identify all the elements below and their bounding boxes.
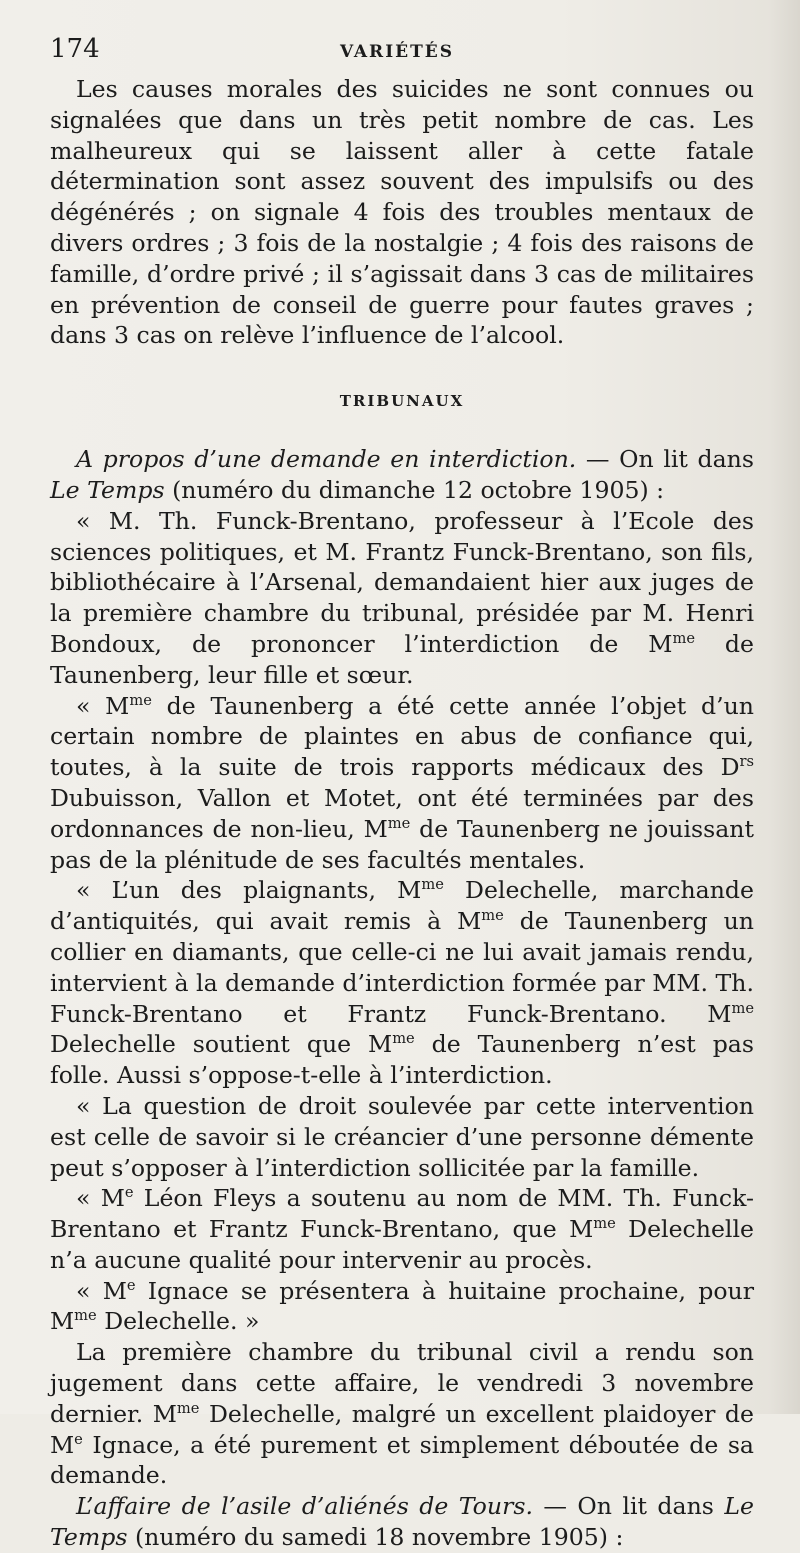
superscript: me bbox=[481, 907, 504, 925]
journal-name: Le Temps bbox=[50, 1492, 754, 1552]
paragraph-quote-4: « La question de droit soulevée par cette intervention est celle de savoir si le créancier d’une personne démente peut s’opposer à l’interdiction sollicitée par la famille. bbox=[50, 1091, 754, 1182]
paragraph-quote-6 bbox=[50, 1276, 754, 1338]
superscript: me bbox=[129, 691, 152, 709]
text-span: « M bbox=[76, 1276, 127, 1305]
superscript: me bbox=[387, 814, 411, 832]
text-span: de Taunenberg, leur fille et sœur. bbox=[50, 629, 754, 689]
paragraph-quote-5 bbox=[50, 1183, 754, 1275]
superscript: e bbox=[124, 1184, 134, 1202]
text-span: Léon Fleys a soutenu au nom de MM. Th. Funck-Brentano et Frantz Funck-Brentano, que M bbox=[50, 1184, 755, 1244]
text-span: de Taunenberg un collier en diamants, que celle-ci ne lui avait jamais rendu, intervient à la demande d’interdiction formée par MM. Th. Funck-Brentano et Frantz Funck-Brentano. M bbox=[50, 907, 754, 1028]
text-span: Delechelle, malgré un excellent plaidoyer de M bbox=[50, 1399, 754, 1459]
superscript: e bbox=[126, 1276, 136, 1294]
text-span: Ignace, a été purement et simplement déboutée de sa demande. bbox=[50, 1430, 754, 1490]
text-span: de Taunenberg ne jouissant pas de la plénitude de ses facultés mentales. bbox=[50, 814, 754, 874]
text-span: (numéro du samedi 18 novembre 1905) : bbox=[127, 1523, 624, 1552]
superscript: me bbox=[421, 876, 444, 894]
text-span: « M bbox=[76, 691, 130, 720]
superscript: me bbox=[731, 999, 754, 1017]
text-span: Delechelle, marchande d’antiquités, qui avait remis à M bbox=[50, 876, 754, 936]
running-head bbox=[50, 34, 754, 74]
superscript: e bbox=[74, 1430, 83, 1448]
paragraph-judgement bbox=[50, 1337, 754, 1491]
page-number: 174 bbox=[50, 34, 100, 64]
heading-tribunaux: TRIBUNAUX bbox=[339, 392, 465, 411]
section-title: VARIÉTÉS bbox=[340, 42, 454, 62]
body-text bbox=[50, 74, 754, 1553]
superscript: me bbox=[176, 1400, 200, 1418]
text-span: de Taunenberg n’est pas folle. Aussi s’oppose-t-elle à l’interdiction. bbox=[50, 1030, 754, 1090]
article-title: A propos d’une demande en interdiction. bbox=[76, 445, 577, 474]
superscript: rs bbox=[739, 753, 754, 771]
paragraph-tours-intro bbox=[50, 1491, 754, 1553]
text-span: Dubuisson, Vallon et Motet, ont été terminées par des ordonnances de non-lieu, M bbox=[50, 783, 754, 843]
text-span: (numéro du dimanche 12 octobre 1905) : bbox=[164, 475, 665, 504]
paragraph-interdiction-intro bbox=[50, 444, 754, 506]
superscript: me bbox=[593, 1215, 616, 1233]
superscript: me bbox=[74, 1307, 97, 1325]
text-span: Ignace se présentera à huitaine prochaine, pour M bbox=[50, 1276, 754, 1336]
superscript: me bbox=[392, 1030, 415, 1048]
text-span: « M bbox=[76, 1184, 125, 1213]
text-span: — On lit dans bbox=[576, 445, 754, 474]
text-span: « L’un des plaignants, M bbox=[76, 876, 422, 905]
journal-name: Le Temps bbox=[50, 475, 165, 504]
paragraph-suicides: Les causes morales des suicides ne sont connues ou signalées que dans un très petit nombre de cas. Les malheureux qui se laissent aller à cette fatale détermination sont assez souvent des impulsifs ou des dégénérés ; on signale 4 fois des troubles mentaux de divers ordres ; 3 fois de la nostalgie ; 4 fois des raisons de famille, d’ordre privé ; il s’agissait dans 3 cas de militaires en prévention de conseil de guerre pour fautes graves ; dans 3 cas on relève l’influence de l’alcool. bbox=[50, 75, 754, 350]
text-span: Delechelle soutient que M bbox=[50, 1030, 393, 1059]
paragraph-quote-2 bbox=[50, 691, 754, 876]
text-span: — On lit dans bbox=[532, 1492, 725, 1521]
text-span: La première chambre du tribunal civil a rendu son jugement dans cette affaire, le vendredi 3 novembre dernier. M bbox=[50, 1338, 754, 1428]
text-span: Delechelle n’a aucune qualité pour intervenir au procès. bbox=[50, 1215, 754, 1274]
paragraph-quote-3 bbox=[50, 875, 754, 1091]
paragraph-quote-1 bbox=[50, 506, 754, 691]
text-span: Delechelle. » bbox=[96, 1307, 260, 1336]
text-span: « M. Th. Funck-Brentano, professeur à l’Ecole des sciences politiques, et M. Frantz Funck-Brentano, son fils, bibliothécaire à l’Arsenal, demandaient hier aux juges de la première chambre du tribunal, présidée par M. Henri Bondoux, de prononcer l’interdiction de M bbox=[50, 506, 754, 658]
text-span: de Taunenberg a été cette année l’objet d’un certain nombre de plaintes en abus de confiance qui, toutes, à la suite de trois rapports médicaux des D bbox=[50, 691, 755, 782]
superscript: me bbox=[672, 630, 695, 648]
article-title: L’affaire de l’asile d’aliénés de Tours. bbox=[76, 1492, 533, 1521]
